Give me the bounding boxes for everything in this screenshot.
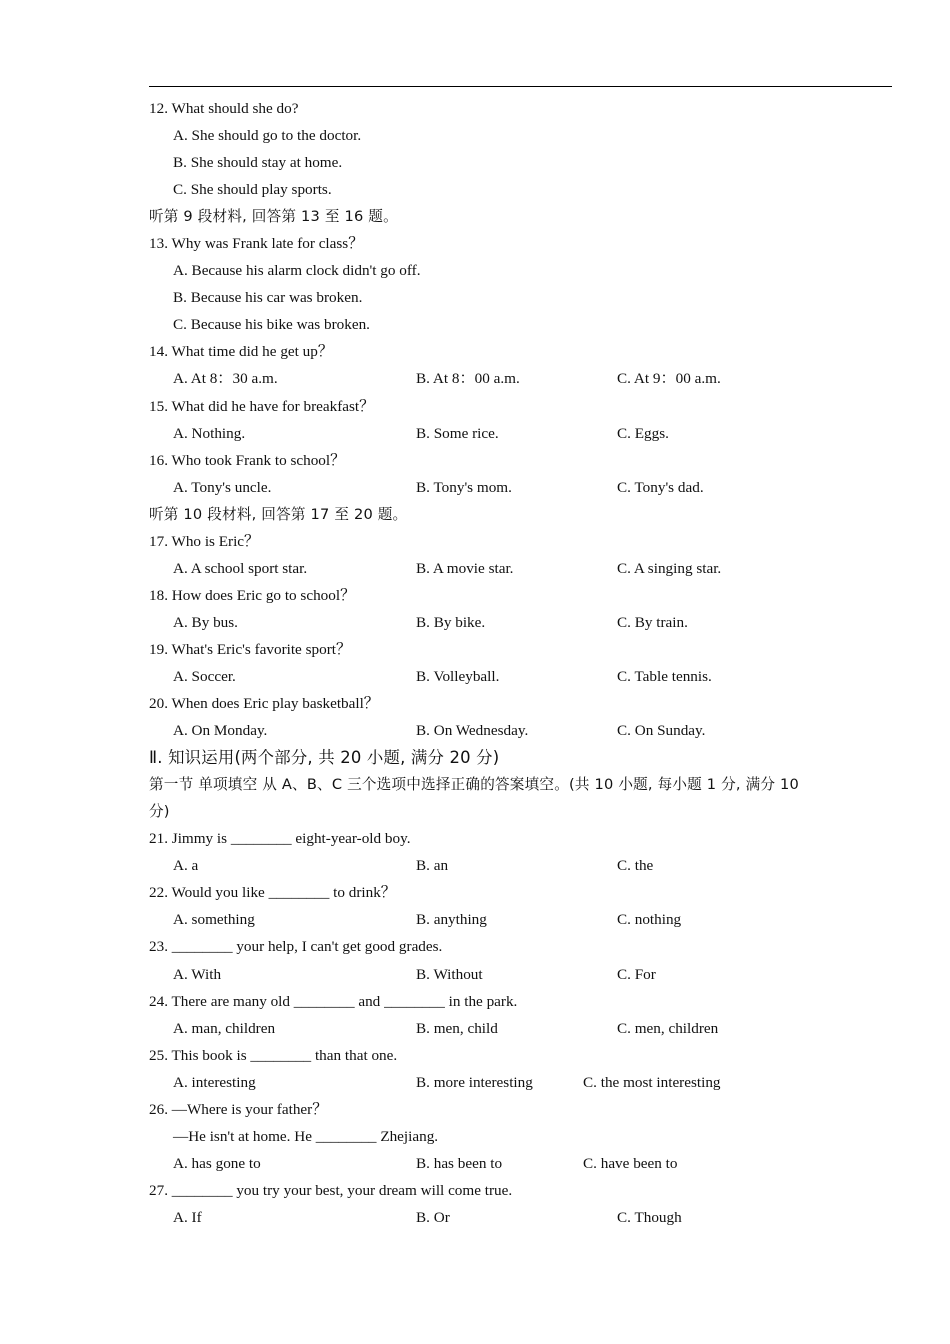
answer-option-a: A. By bus. [173, 613, 238, 631]
header-rule [149, 86, 892, 87]
answer-option-b: B. anything [416, 911, 487, 929]
question-stem: 21. Jimmy is ________ eight-year-old boy. [149, 830, 411, 848]
answer-option-c: C. men, children [617, 1019, 719, 1037]
question-stem: 23. ________ your help, I can't get good grades. [149, 938, 443, 956]
answer-option-b: B. Without [416, 965, 483, 983]
answer-option-b: B. A movie star. [416, 559, 514, 577]
answer-option-a: A. Soccer. [173, 667, 236, 685]
answer-option-b: B. Or [416, 1208, 450, 1226]
question-stem: 13. Why was Frank late for class？ [149, 235, 364, 253]
answer-options-row [149, 663, 899, 690]
answer-option-b: B. men, child [416, 1019, 498, 1037]
answer-option-c: C. Table tennis. [617, 667, 712, 685]
answer-option-c: C. Eggs. [617, 424, 669, 442]
answer-option: C. Because his bike was broken. [173, 316, 370, 334]
section-instruction: 听第 9 段材料, 回答第 13 至 16 题。 [149, 208, 398, 226]
answer-option-c: C. Tony's dad. [617, 478, 704, 496]
answer-option-c: C. the [617, 857, 654, 875]
question-stem: 15. What did he have for breakfast？ [149, 397, 375, 415]
answer-option-b: B. an [416, 857, 449, 875]
answer-options-row [149, 852, 899, 879]
answer-option-c: C. On Sunday. [617, 722, 706, 740]
answer-option: C. She should play sports. [173, 181, 332, 199]
section-instruction: 听第 10 段材料, 回答第 17 至 20 题。 [149, 505, 408, 523]
question-stem: 22. Would you like ________ to drink？ [149, 884, 396, 902]
section-instruction: 第一节 单项填空 从 A、B、C 三个选项中选择正确的答案填空。(共 10 小题, 每小题 1 分, 满分 10 [149, 776, 800, 794]
answer-option-c: C. At 9：00 a.m. [617, 370, 721, 388]
answer-option-a: A. On Monday. [173, 722, 268, 740]
answer-options-row [149, 1015, 899, 1042]
question-stem: 12. What should she do? [149, 100, 299, 117]
question-stem: 16. Who took Frank to school？ [149, 451, 346, 469]
answer-option-c: C. By train. [617, 613, 688, 631]
answer-option-a: A. interesting [173, 1073, 256, 1091]
answer-options-row [149, 1204, 899, 1231]
answer-option-a: A. At 8：30 a.m. [173, 370, 278, 388]
answer-option-c: C. have been to [583, 1154, 678, 1172]
answer-option: —He isn't at home. He ________ Zhejiang. [173, 1127, 439, 1145]
answer-options-row [149, 474, 899, 501]
answer-option-b: B. Tony's mom. [416, 478, 512, 496]
answer-option-b: B. At 8：00 a.m. [416, 370, 520, 388]
question-stem: 24. There are many old ________ and ________ in the park. [149, 992, 518, 1010]
answer-options-row [149, 1150, 899, 1177]
answer-option: B. Because his car was broken. [173, 289, 363, 307]
answer-options-row [149, 555, 899, 582]
question-stem: 25. This book is ________ than that one. [149, 1046, 398, 1064]
question-stem: 27. ________ you try your best, your dream will come true. [149, 1181, 513, 1199]
answer-option-a: A. A school sport star. [173, 559, 308, 577]
answer-option-b: B. By bike. [416, 613, 486, 631]
answer-option-a: A. something [173, 911, 255, 929]
question-stem: 26. —Where is your father？ [149, 1100, 328, 1118]
answer-option-c: C. A singing star. [617, 559, 722, 577]
answer-options-row [149, 609, 899, 636]
answer-option-a: A. has gone to [173, 1154, 261, 1172]
answer-option-b: B. Volleyball. [416, 667, 500, 685]
question-stem: 17. Who is Eric？ [149, 532, 260, 550]
section-heading: Ⅱ. 知识运用(两个部分, 共 20 小题, 满分 20 分) [149, 748, 500, 768]
exam-page-content [149, 95, 899, 1231]
answer-option-b: B. has been to [416, 1154, 503, 1172]
answer-option-c: C. Though [617, 1208, 682, 1226]
answer-option-a: A. With [173, 965, 222, 983]
answer-options-row [149, 420, 899, 447]
answer-option-a: A. man, children [173, 1019, 276, 1037]
section-instruction: 分) [149, 803, 170, 821]
answer-option-c: C. nothing [617, 911, 682, 929]
answer-options-row [149, 1069, 899, 1096]
answer-option-a: A. Tony's uncle. [173, 478, 272, 496]
answer-option-a: A. If [173, 1208, 202, 1226]
answer-option: B. She should stay at home. [173, 154, 343, 172]
answer-options-row [149, 365, 899, 392]
answer-option-c: C. For [617, 965, 656, 983]
question-stem: 19. What's Eric's favorite sport？ [149, 640, 352, 658]
answer-options-row [149, 906, 899, 933]
question-stem: 18. How does Eric go to school？ [149, 586, 356, 604]
answer-option: A. She should go to the doctor. [173, 127, 362, 145]
answer-option-a: A. a [173, 857, 199, 875]
answer-option: A. Because his alarm clock didn't go off. [173, 262, 421, 280]
answer-option-b: B. Some rice. [416, 424, 499, 442]
answer-option-a: A. Nothing. [173, 424, 246, 442]
answer-option-b: B. On Wednesday. [416, 722, 529, 740]
answer-options-row [149, 717, 899, 744]
answer-option-b: B. more interesting [416, 1073, 533, 1091]
question-stem: 14. What time did he get up？ [149, 343, 334, 361]
answer-options-row [149, 961, 899, 988]
question-stem: 20. When does Eric play basketball？ [149, 695, 379, 713]
answer-option-c: C. the most interesting [583, 1073, 721, 1091]
